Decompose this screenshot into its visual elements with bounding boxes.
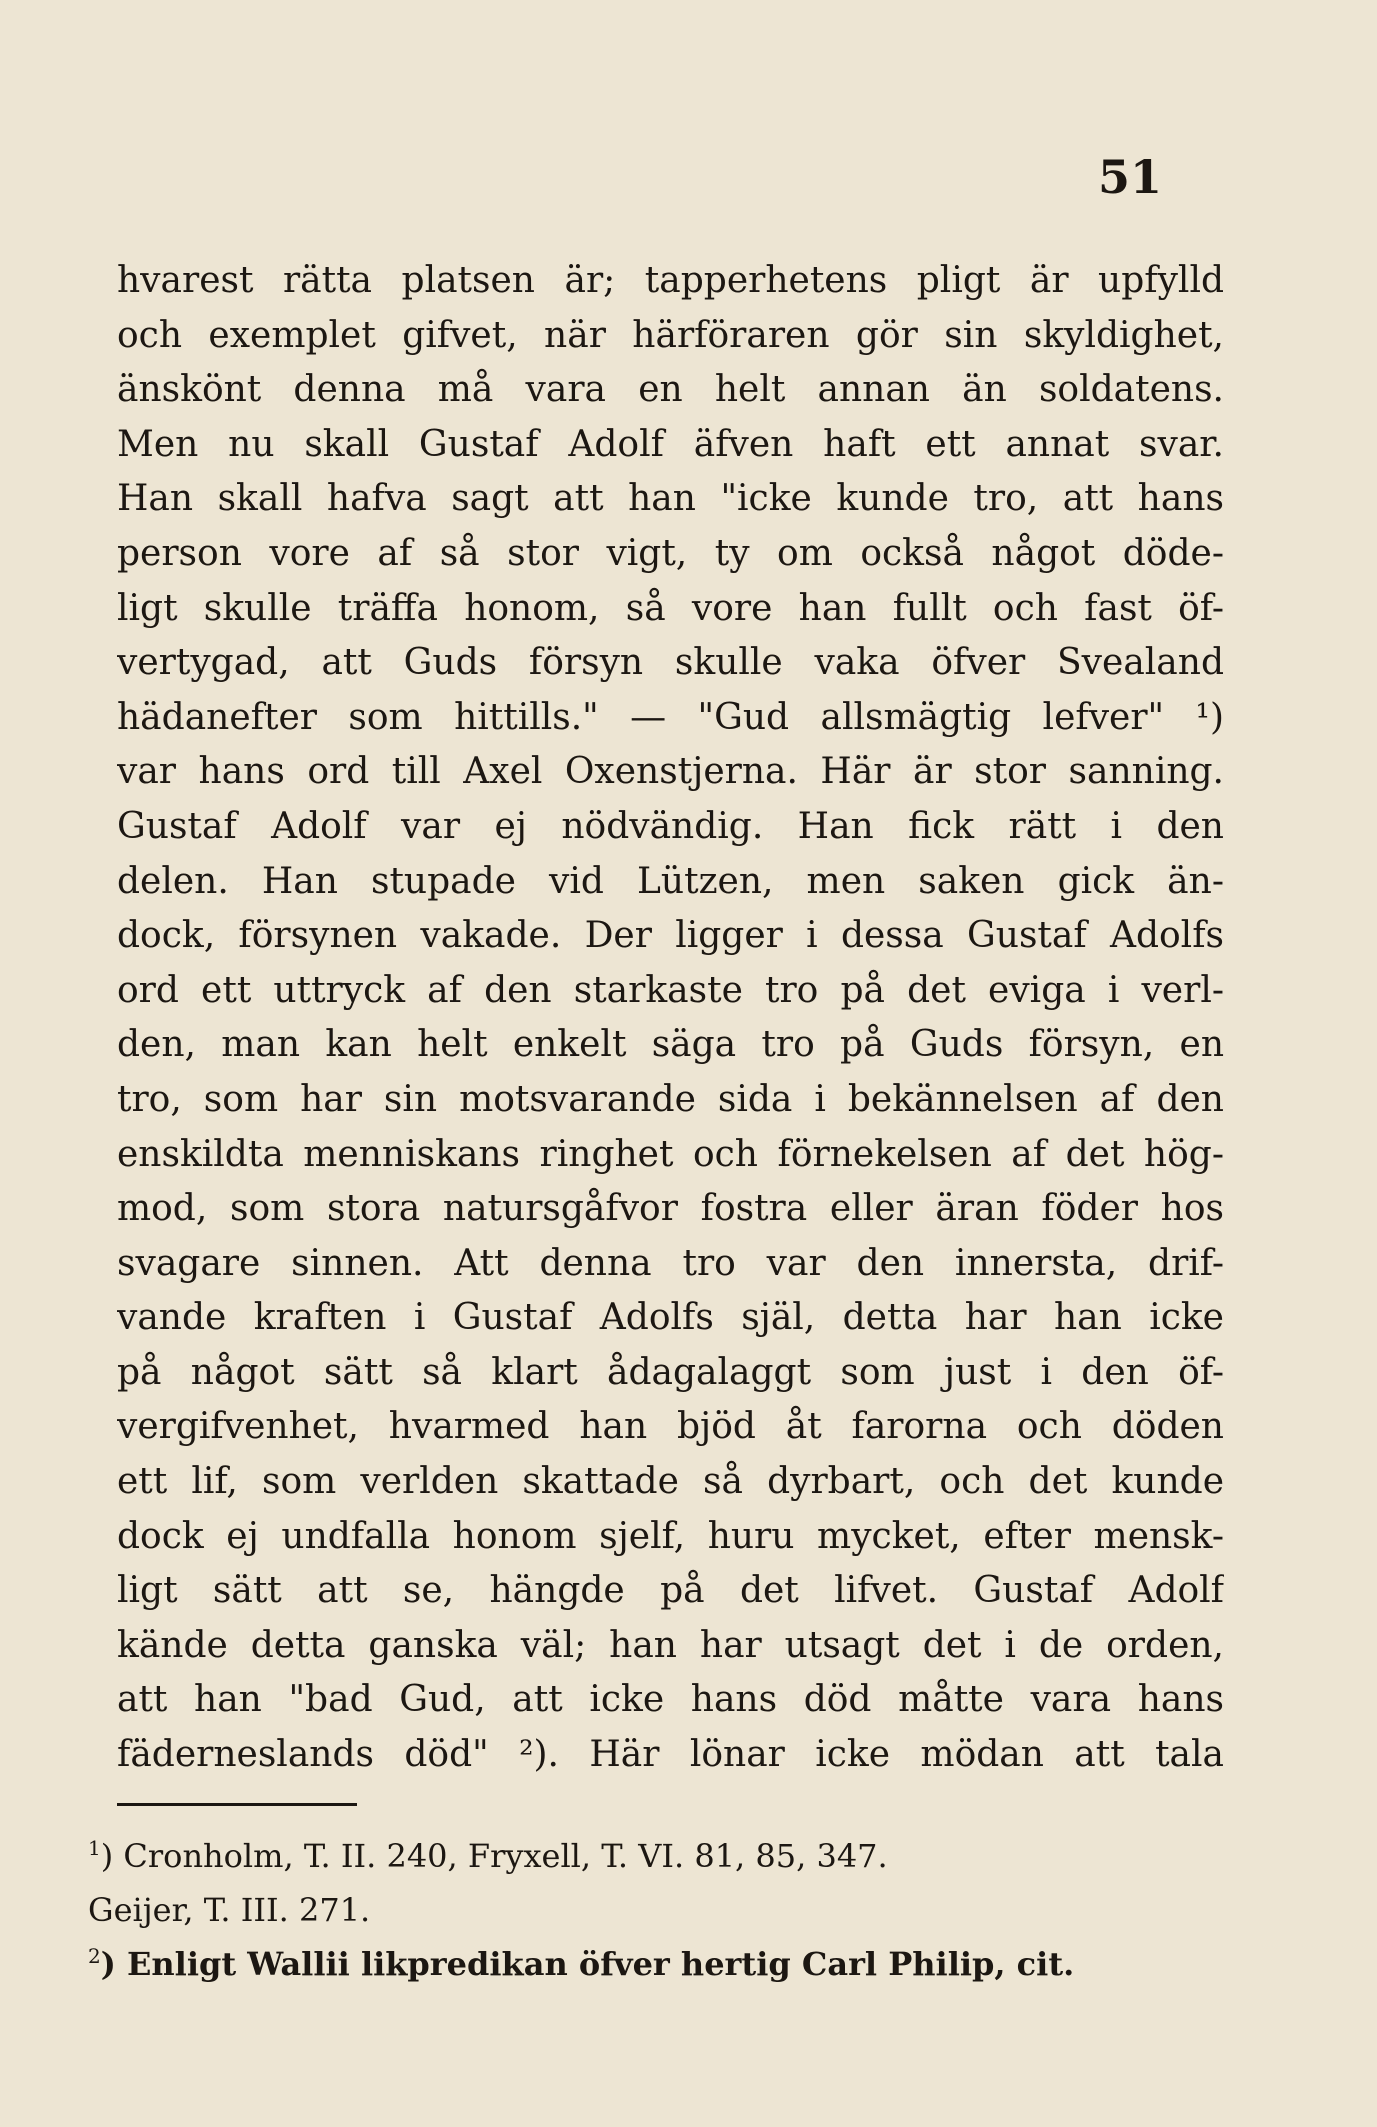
text-line: var hans ord till Axel Oxenstjerna. Här är stor sanning. (117, 751, 1224, 793)
text-line: dock ej undfalla honom sjelf, huru mycket, efter mensk- (117, 1515, 1224, 1557)
footnote-text: ) Enligt Wallii likpredikan öfver hertig Carl Philip, cit. (100, 1945, 1075, 1983)
footnotes (88, 1821, 1224, 1983)
footnote-text: ) Cronholm, T. II. 240, Fryxell, T. VI. 81, 85, 347. (100, 1837, 888, 1875)
footnote-divider (117, 1803, 357, 1806)
footnote-text: Geijer, T. III. 271. (88, 1891, 371, 1929)
text-line: svagare sinnen. Att denna tro var den innersta, drif- (117, 1242, 1224, 1284)
text-line: ligt sätt att se, hängde på det lifvet. Gustaf Adolf (117, 1570, 1224, 1612)
text-line: hädanefter som hittills." — "Gud allsmägtig lefver" ¹) (117, 696, 1224, 738)
text-line: mod, som stora natursgåfvor fostra eller äran föder hos (117, 1188, 1224, 1230)
text-line: och exemplet gifvet, när härföraren gör sin skyldighet, (117, 314, 1224, 356)
text-line: Han skall hafva sagt att han "icke kunde tro, att hans (117, 478, 1224, 520)
text-line: den, man kan helt enkelt säga tro på Guds försyn, en (117, 1024, 1224, 1066)
text-line: tro, som har sin motsvarande sida i bekännelsen af den (117, 1078, 1224, 1120)
text-line: hvarest rätta platsen är; tapperhetens pligt är upfylld (117, 260, 1224, 301)
text-line: vande kraften i Gustaf Adolfs själ, detta har han icke (117, 1297, 1224, 1339)
text-line: kände detta ganska väl; han har utsagt det i de orden, (117, 1624, 1224, 1666)
text-line: änskönt denna må vara en helt annan än soldatens. (117, 369, 1224, 411)
footnote-line (88, 1875, 1224, 1929)
text-line: att han "bad Gud, att icke hans död måtte vara hans (117, 1679, 1224, 1721)
text-line: delen. Han stupade vid Lützen, men saken gick än- (117, 860, 1224, 902)
page-number: 51 (1098, 150, 1163, 204)
footnote-line (88, 1929, 1224, 1983)
text-line: ett lif, som verlden skattade så dyrbart, och det kunde (117, 1461, 1224, 1503)
text-line: vergifvenhet, hvarmed han bjöd åt farorna och döden (117, 1406, 1224, 1448)
text-line: vertygad, att Guds försyn skulle vaka öfver Svealand (117, 642, 1224, 684)
text-line: ligt skulle träffa honom, så vore han fullt och fast öf- (117, 587, 1224, 629)
body-text (117, 254, 1224, 1783)
text-line: dock, försynen vakade. Der ligger i dessa Gustaf Adolfs (117, 915, 1224, 957)
footnote-line (88, 1821, 1224, 1875)
text-line: ord ett uttryck af den starkaste tro på det eviga i verl- (117, 969, 1224, 1011)
text-line: på något sätt så klart ådagalaggt som just i den öf- (117, 1351, 1224, 1393)
text-line: fäderneslands död" ²). Här lönar icke mödan att tala (117, 1734, 1224, 1776)
footnote-marker: 2 (88, 1944, 101, 1968)
footnote-marker: 1 (88, 1836, 101, 1860)
text-line: person vore af så stor vigt, ty om också något döde- (117, 532, 1224, 574)
text-line: Gustaf Adolf var ej nödvändig. Han fick rätt i den (117, 805, 1224, 847)
text-line: enskildta menniskans ringhet och förnekelsen af det hög- (117, 1133, 1224, 1175)
text-line: Men nu skall Gustaf Adolf äfven haft ett annat svar. (117, 423, 1224, 465)
